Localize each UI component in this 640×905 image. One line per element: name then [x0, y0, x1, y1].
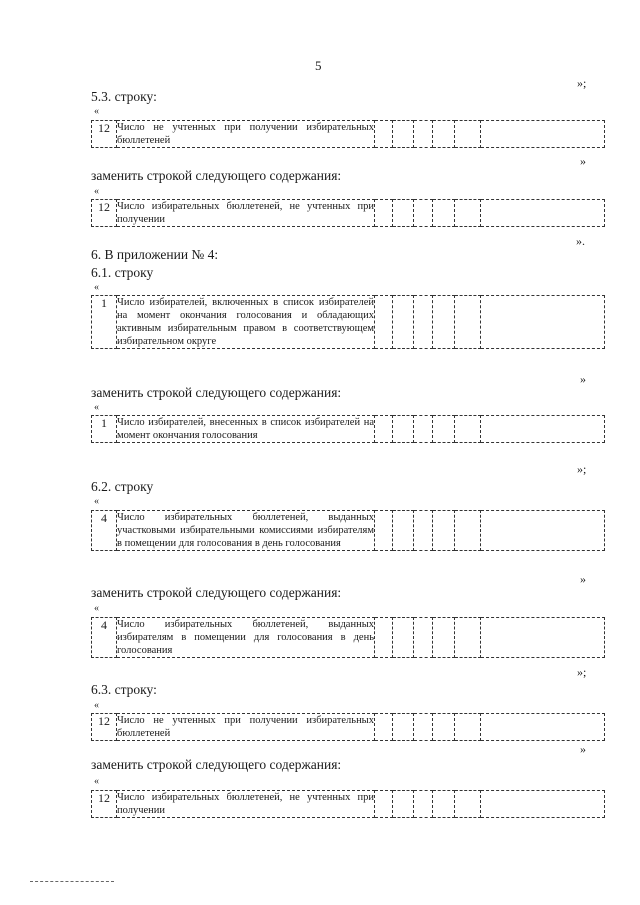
empty-cell	[481, 618, 605, 658]
closing-quote: »	[580, 572, 586, 586]
closing-quote: »	[580, 154, 586, 168]
empty-cell	[481, 121, 605, 148]
empty-cell	[414, 296, 433, 349]
empty-cell	[375, 791, 393, 818]
row-number: 12	[92, 791, 117, 818]
replace-heading: заменить строкой следующего содержания:	[91, 757, 342, 772]
opening-quote: «	[94, 402, 99, 413]
empty-cell	[481, 714, 605, 741]
empty-cell	[414, 200, 433, 227]
row-number: 12	[92, 121, 117, 148]
replace-heading: заменить строкой следующего содержания:	[91, 585, 342, 600]
empty-cell	[481, 296, 605, 349]
row-text: Число избирателей, включенных в список избирателей на момент окончания голосования и обладающих активным избирательным правом в соответствующем избирательном округе	[117, 297, 374, 347]
row-text: Число не учтенных при получении избирательных бюллетеней	[117, 122, 374, 146]
empty-cell	[433, 714, 455, 741]
item-heading-6-3: 6.3. строку:	[91, 682, 157, 697]
empty-cell	[455, 121, 481, 148]
empty-cell	[393, 121, 414, 148]
opening-quote: «	[94, 603, 99, 614]
empty-cell	[481, 791, 605, 818]
row-number: 12	[92, 200, 117, 227]
empty-cell	[455, 200, 481, 227]
form-row-table	[91, 295, 605, 349]
empty-cell	[414, 714, 433, 741]
closing-quote: »;	[577, 665, 587, 679]
empty-cell	[433, 416, 455, 443]
empty-cell	[375, 511, 393, 551]
row-number: 4	[92, 618, 117, 658]
empty-cell	[455, 791, 481, 818]
row-text: Число избирательных бюллетеней, не учтенных при получении	[117, 201, 374, 225]
closing-quote: »	[580, 742, 586, 756]
item-heading-6-1: 6.1. строку	[91, 265, 154, 280]
empty-cell	[393, 714, 414, 741]
page-number: 5	[315, 58, 322, 73]
form-row-table	[91, 790, 605, 818]
empty-cell	[375, 714, 393, 741]
empty-cell	[455, 618, 481, 658]
empty-cell	[375, 618, 393, 658]
opening-quote: «	[94, 496, 99, 507]
item-heading-6: 6. В приложении № 4:	[91, 247, 219, 262]
form-row-table	[91, 120, 605, 148]
empty-cell	[455, 296, 481, 349]
opening-quote: «	[94, 186, 99, 197]
replace-heading: заменить строкой следующего содержания:	[91, 385, 342, 400]
opening-quote: «	[94, 282, 99, 293]
empty-cell	[393, 618, 414, 658]
form-row-table	[91, 617, 605, 658]
empty-cell	[455, 511, 481, 551]
empty-cell	[433, 791, 455, 818]
row-text: Число избирательных бюллетеней, выданных избирателям в помещении для голосования в день голосования	[117, 619, 374, 656]
footnote-separator	[30, 881, 114, 882]
form-row-table	[91, 713, 605, 741]
form-row-table	[91, 199, 605, 227]
form-row-table	[91, 510, 605, 551]
empty-cell	[414, 618, 433, 658]
closing-quote: »;	[577, 76, 587, 90]
empty-cell	[481, 200, 605, 227]
replace-heading: заменить строкой следующего содержания:	[91, 168, 342, 183]
closing-quote: »;	[577, 462, 587, 476]
item-heading-6-2: 6.2. строку	[91, 479, 154, 494]
empty-cell	[393, 416, 414, 443]
empty-cell	[414, 121, 433, 148]
row-text: Число избирательных бюллетеней, не учтенных при получении	[117, 792, 374, 816]
empty-cell	[414, 791, 433, 818]
row-text: Число не учтенных при получении избирательных бюллетеней	[117, 715, 374, 739]
empty-cell	[375, 296, 393, 349]
empty-cell	[375, 121, 393, 148]
form-row-table	[91, 415, 605, 443]
empty-cell	[393, 791, 414, 818]
empty-cell	[393, 296, 414, 349]
empty-cell	[393, 200, 414, 227]
empty-cell	[481, 511, 605, 551]
empty-cell	[393, 511, 414, 551]
item-heading-5-3: 5.3. строку:	[91, 89, 157, 104]
empty-cell	[375, 200, 393, 227]
row-number: 1	[92, 416, 117, 443]
empty-cell	[433, 618, 455, 658]
empty-cell	[433, 121, 455, 148]
row-text: Число избирательных бюллетеней, выданных участковыми избирательными комиссиями избирателям в помещении для голосования в день голосования	[117, 512, 374, 549]
row-number: 4	[92, 511, 117, 551]
opening-quote: «	[94, 700, 99, 711]
empty-cell	[433, 200, 455, 227]
empty-cell	[433, 296, 455, 349]
row-number: 1	[92, 296, 117, 349]
empty-cell	[455, 416, 481, 443]
empty-cell	[414, 416, 433, 443]
empty-cell	[414, 511, 433, 551]
empty-cell	[433, 511, 455, 551]
closing-quote: ».	[576, 234, 585, 248]
empty-cell	[455, 714, 481, 741]
row-number: 12	[92, 714, 117, 741]
opening-quote: «	[94, 776, 99, 787]
empty-cell	[481, 416, 605, 443]
empty-cell	[375, 416, 393, 443]
row-text: Число избирателей, внесенных в список избирателей на момент окончания голосования	[117, 417, 374, 441]
opening-quote: «	[94, 106, 99, 117]
closing-quote: »	[580, 372, 586, 386]
